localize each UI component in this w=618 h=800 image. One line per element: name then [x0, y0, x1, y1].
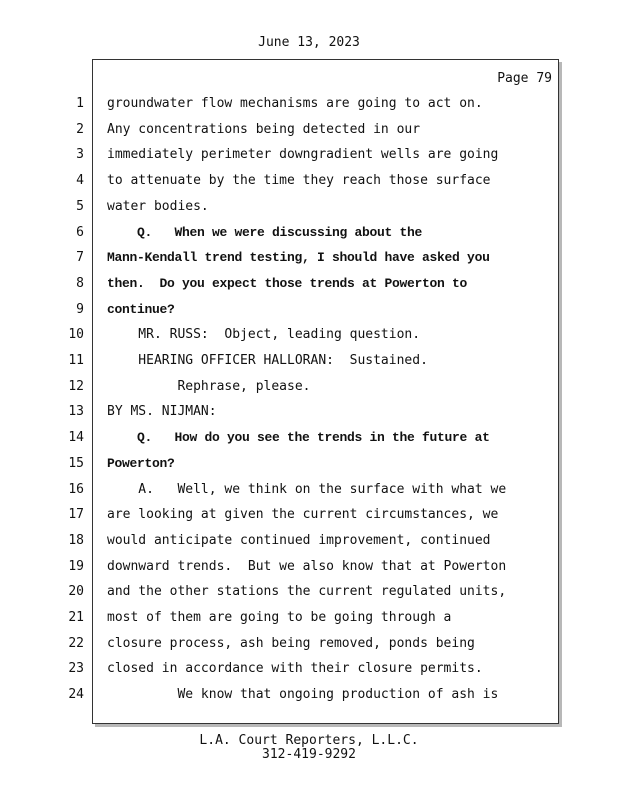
transcript-line-text: Mann-Kendall trend testing, I should have asked you: [107, 250, 490, 265]
line-number: 15: [68, 456, 84, 471]
transcript-line-text: downward trends. But we also know that at Powerton: [107, 559, 507, 574]
line-number: 16: [68, 482, 84, 497]
transcript-line-text: are looking at given the current circumstances, we: [107, 507, 499, 522]
line-number: 5: [76, 199, 84, 214]
line-number: 10: [68, 327, 84, 342]
line-number: 3: [76, 147, 84, 162]
line-number: 6: [76, 225, 84, 240]
transcript-line-text: BY MS. NIJMAN:: [107, 404, 217, 419]
transcript-line-text: continue?: [107, 302, 175, 317]
transcript-line-text: would anticipate continued improvement, continued: [107, 533, 491, 548]
transcript-line-text: Powerton?: [107, 456, 175, 471]
transcript-line-text: We know that ongoing production of ash is: [107, 687, 499, 702]
transcript-line-text: MR. RUSS: Object, leading question.: [107, 327, 421, 342]
transcript-line-text: Q. How do you see the trends in the future at: [107, 430, 490, 445]
transcript-line-text: HEARING OFFICER HALLORAN: Sustained.: [107, 353, 428, 368]
transcript-line-text: closure process, ash being removed, ponds being: [107, 636, 475, 651]
line-number: 13: [68, 404, 84, 419]
transcript-line-text: groundwater flow mechanisms are going to act on.: [107, 96, 483, 111]
line-number: 20: [68, 584, 84, 599]
line-number: 21: [68, 610, 84, 625]
transcript-line-text: most of them are going to be going through a: [107, 610, 452, 625]
line-number: 2: [76, 122, 84, 137]
transcript-line-text: then. Do you expect those trends at Powerton to: [107, 276, 468, 291]
transcript-line-text: A. Well, we think on the surface with what we: [107, 482, 507, 497]
line-number: 4: [76, 173, 84, 188]
line-number: 9: [76, 302, 84, 317]
transcript-line-text: closed in accordance with their closure permits.: [107, 661, 483, 676]
line-number: 8: [76, 276, 84, 291]
line-number: 1: [76, 96, 84, 111]
line-number: 11: [68, 353, 84, 368]
transcript-line-text: water bodies.: [107, 199, 209, 214]
line-number: 17: [68, 507, 84, 522]
line-number: 23: [68, 661, 84, 676]
line-number: 22: [68, 636, 84, 651]
transcript-line-text: Q. When we were discussing about the: [107, 225, 423, 240]
line-number: 18: [68, 533, 84, 548]
transcript-line-text: and the other stations the current regulated units,: [107, 584, 507, 599]
line-number: 24: [68, 687, 84, 702]
transcript-line-text: Rephrase, please.: [107, 379, 311, 394]
line-number: 19: [68, 559, 84, 574]
footer-company: L.A. Court Reporters, L.L.C.: [199, 733, 419, 748]
line-number: 14: [68, 430, 84, 445]
transcript-date: June 13, 2023: [258, 35, 360, 50]
transcript-line-text: immediately perimeter downgradient wells are going: [107, 147, 499, 162]
line-number: 7: [76, 250, 84, 265]
transcript-line-text: Any concentrations being detected in our: [107, 122, 421, 137]
page-number: Page 79: [497, 71, 552, 86]
transcript-line-text: to attenuate by the time they reach those surface: [107, 173, 491, 188]
footer-phone: 312-419-9292: [262, 747, 356, 762]
line-number: 12: [68, 379, 84, 394]
